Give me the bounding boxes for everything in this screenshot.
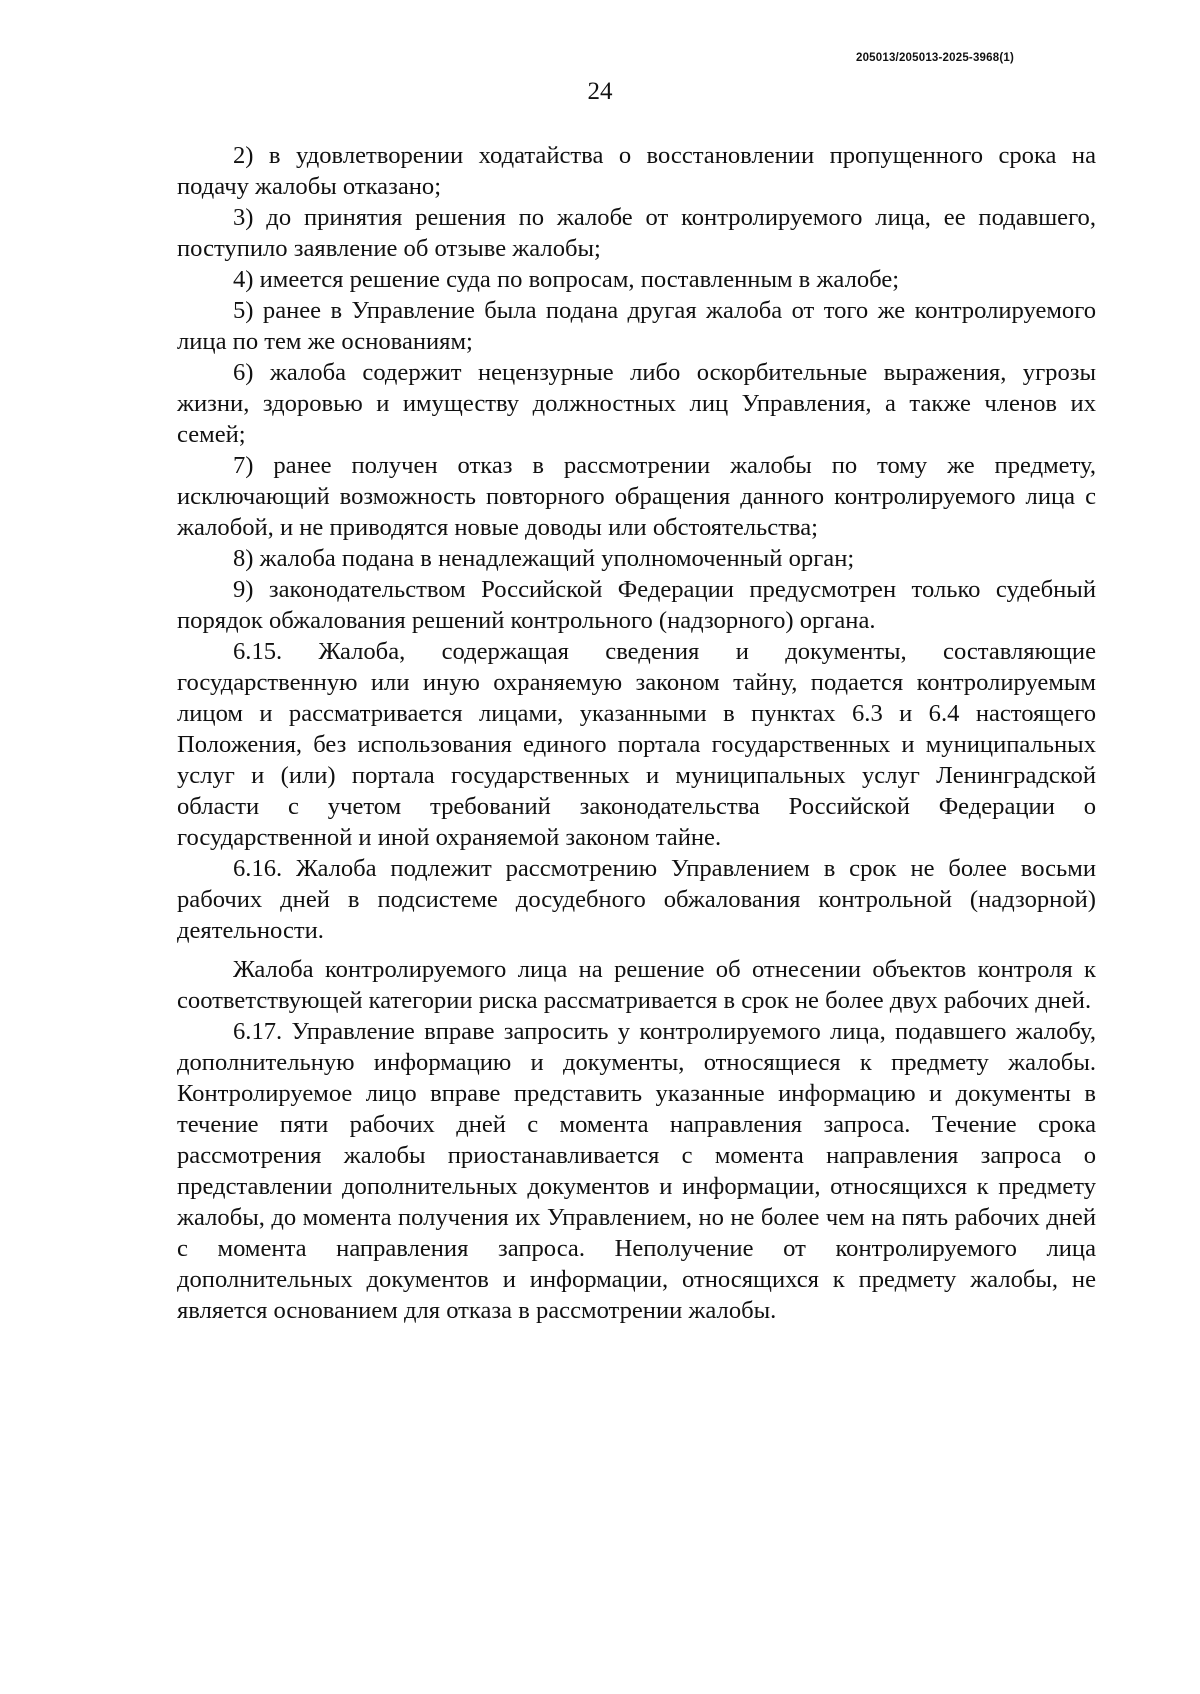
page-number: 24 bbox=[587, 78, 613, 105]
document-registration-number: 205013/205013-2025-3968(1) bbox=[855, 52, 1014, 64]
paragraph-section-6-15: 6.15. Жалоба, содержащая сведения и документы, составляющие государственную или иную охраняемую законом тайну, подается контролируемым лицом и рассматривается лицами, указанными в пунктах 6.3 и 6.4 настоящего Положения, без использования единого портала государственных и муниципальных услуг и (или) портала государственных и муниципальных услуг Ленинградской области с учетом требований законодательства Российской Федерации о государственной и иной охраняемой законом тайне. bbox=[177, 638, 1096, 851]
paragraph-item-4: 4) имеется решение суда по вопросам, поставленным в жалобе; bbox=[233, 266, 900, 293]
paragraph-risk-category-complaint: Жалоба контролируемого лица на решение об отнесении объектов контроля к соответствующей категории риска рассматривается в срок не более двух рабочих дней. bbox=[177, 956, 1096, 1014]
paragraph-item-3: 3) до принятия решения по жалобе от контролируемого лица, ее подавшего, поступило заявление об отзыве жалобы; bbox=[177, 204, 1096, 262]
paragraph-section-6-16: 6.16. Жалоба подлежит рассмотрению Управлением в срок не более восьми рабочих дней в подсистеме досудебного обжалования контрольной (надзорной) деятельности. bbox=[177, 855, 1096, 944]
paragraph-item-5: 5) ранее в Управление была подана другая жалоба от того же контролируемого лица по тем же основаниям; bbox=[177, 297, 1096, 355]
paragraph-item-9: 9) законодательством Российской Федерации предусмотрен только судебный порядок обжалования решений контрольного (надзорного) органа. bbox=[177, 576, 1096, 634]
paragraph-item-2: 2) в удовлетворении ходатайства о восстановлении пропущенного срока на подачу жалобы отказано; bbox=[177, 142, 1096, 200]
paragraph-item-7: 7) ранее получен отказ в рассмотрении жалобы по тому же предмету, исключающий возможность повторного обращения данного контролируемого лица с жалобой, и не приводятся новые доводы или обстоятельства; bbox=[177, 452, 1096, 541]
document-body bbox=[177, 140, 1096, 1326]
paragraph-section-6-17: 6.17. Управление вправе запросить у контролируемого лица, подавшего жалобу, дополнительную информацию и документы, относящиеся к предмету жалобы. Контролируемое лицо вправе представить указанные информацию и документы в течение пяти рабочих дней с момента направления запроса. Течение срока рассмотрения жалобы приостанавливается с момента направления запроса о представлении дополнительных документов и информации, относящихся к предмету жалобы, до момента получения их Управлением, но не более чем на пять рабочих дней с момента направления запроса. Неполучение от контролируемого лица дополнительных документов и информации, относящихся к предмету жалобы, не является основанием для отказа в рассмотрении жалобы. bbox=[177, 1018, 1096, 1324]
paragraph-item-8: 8) жалоба подана в ненадлежащий уполномоченный орган; bbox=[233, 545, 855, 572]
paragraph-item-6: 6) жалоба содержит нецензурные либо оскорбительные выражения, угрозы жизни, здоровью и имуществу должностных лиц Управления, а также членов их семей; bbox=[177, 359, 1096, 448]
